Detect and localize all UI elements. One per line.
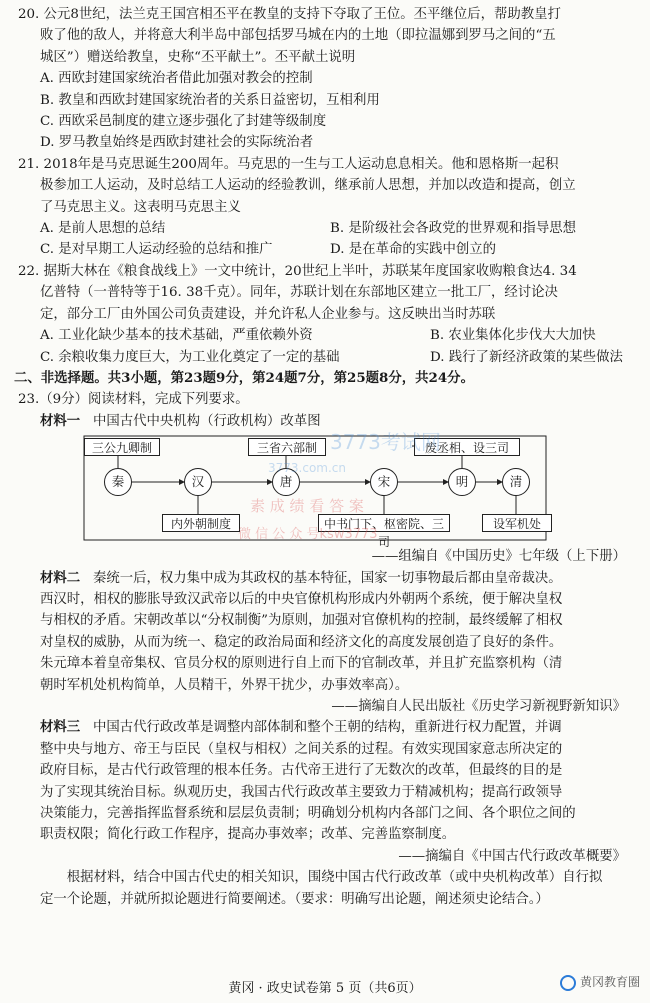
q21-option-b: B. 是阶级社会各政党的世界观和指导思想 [330,221,576,237]
publisher-logo [560,972,640,993]
q21-stem-line: 极参加工人运动，及时总结工人运动的经验教训，继承前人思想，并加以改造和提高，创立 [40,178,576,194]
material-2-line: 对皇权的威胁，从而为统一、稳定的政治局面和经济文化的高度发展创造了良好的条件。 [40,634,563,650]
dynasty-ming: 明 [448,468,476,496]
dynasty-qing: 清 [502,468,530,496]
q22-stem-line: 22. 据斯大林在《粮食战线上》一文中统计，20世纪上半叶，苏联某年度国家收购粮食达4. 34 [18,263,577,279]
q23-head: 23.（9分）阅读材料，完成下列要求。 [18,392,249,408]
q20-stem-line: 败了他的敌人，并将意大利半岛中部包括罗马城在内的土地（即拉温娜到罗马之间的“五 [40,28,556,44]
q20-option-c: C. 西欧采邑制度的建立逐步强化了封建等级制度 [40,114,327,130]
q20-option-a: A. 西欧封建国家统治者借此加强对教会的控制 [40,71,313,87]
box-junjichu: 设军机处 [482,514,552,532]
material-3-line: 整中央与地方、帝王与臣民（皇权与相权）之间关系的过程。有效实现国家意志所决定的 [40,741,563,757]
material-2-line: 朝时军机处机构简单，人员精干，外界干扰少，办事效率高）。 [40,677,409,693]
q21-options-row [18,218,636,239]
material-3-line: 决策能力，完善指挥监督系统和层层负责制；明确划分机构内各部门之间、各个职位之间的 [40,806,576,821]
material-3-line: 职责权限；简化行政工作程序，提高办事效率；改革、完善监察制度。 [40,827,456,843]
material-3-line: 政府目标，是古代行政管理的根本任务。古代帝王进行了无数次的改革，但最终的目的是 [40,763,563,779]
box-zhongshu-menxia: 中书门下、枢密院、三司 [318,514,450,532]
material-3-label: 材料三 [40,719,81,736]
question-23 [18,389,636,910]
material-3-line: 为了实现其统治目标。纵观历史，我国古代行政改革主要致力于精减机构；提高行政领导 [40,784,563,800]
question-21 [18,154,636,261]
material-3-first-line [18,717,636,738]
q22-option-c: C. 余粮收集力度巨大，为工业化奠定了一定的基础 [40,349,340,365]
material-2-label: 材料二 [40,569,81,586]
material-1-heading [18,411,636,432]
watermark-line-1: 素 成 绩 看 答 案 [250,497,364,516]
logo-text: 黄冈教育圈 [579,975,640,989]
material-2-line: 西汉时，相权的膨胀导致汉武帝以后的中央官僚机构形成内外朝两个系统，便于解决皇权 [40,591,563,607]
q20-stem-line: 20. 公元8世纪，法兰克王国宫相丕平在教皇的支持下夺取了王位。丕平继位后，帮助教皇打 [18,7,561,22]
q21-stem-line: 21. 2018年是马克思诞生200周年。马克思的一生与工人运动息息相关。他和恩格斯一起积 [18,156,559,172]
q21-option-a: A. 是前人思想的总结 [40,221,166,237]
dynasty-han: 汉 [184,468,212,496]
q22-stem-line: 定，部分工厂由外国公司负责建设，并允许私人企业参与。这反映出当时苏联 [40,306,496,322]
q22-option-b: B. 农业集体化步伐大大加快 [430,328,596,344]
material-1-source: ——组编自《中国历史》七年级（上下册） [371,549,626,565]
q22-options-row [18,325,636,346]
dynasty-tang: 唐 [272,468,300,496]
reform-diagram [72,430,558,550]
dynasty-song: 宋 [370,468,398,496]
question-22 [18,261,636,368]
box-fei-chengxiang: 废丞相、设三司 [414,438,520,456]
material-2-source: ——摘编自人民出版社《历史学习新视野新知识》 [331,698,626,714]
q20-stem-line: 城区”）赠送给教皇，史称“丕平献土”。丕平献土说明 [40,49,356,65]
box-sangong-jiuqing: 三公九卿制 [84,438,160,456]
material-2-line: 朱元璋本着皇帝集权、官员分权的原则进行自上而下的官制改革，并且扩充监察机构（清 [40,656,563,672]
q21-options-row [18,239,636,260]
watermark-site: 3773考试网 [330,430,441,455]
q21-option-d: D. 是在革命的实践中创立的 [330,242,497,258]
material-1-label: 材料一 [40,412,81,429]
material-2-first-line [18,568,636,589]
material-3-source: ——摘编自《中国古代行政改革概要》 [398,848,626,864]
q22-option-d: D. 践行了新经济政策的某些做法 [430,349,623,365]
requirement-line: 根据材料，结合中国古代史的相关知识，围绕中国古代行政改革（或中央机构改革）自行拟 [66,870,603,886]
watermark-line-2: 微 信 公 众 号ksw3773 [238,527,378,543]
dynasty-qin: 秦 [104,468,132,496]
material-3-line: 中国古代行政改革是调整内部体制和整个王朝的结构，重新进行权力配置，并调 [92,720,562,736]
q21-option-c: C. 是对早期工人运动经验的总结和推广 [40,242,273,258]
watermark-url: 3773.com.cn [268,461,346,476]
q22-options-row [18,347,636,368]
q20-option-b: B. 教皇和西欧封建国家统治者的关系日益密切，互相利用 [40,92,380,108]
requirement-line: 定一个论题，并就所拟论题进行简要阐述。（要求：明确写出论题，阐述须史论结合。） [40,891,549,907]
q22-option-a: A. 工业化缺少基本的技术基础，严重依赖外资 [40,328,313,344]
box-neiwai-chao: 内外朝制度 [162,514,240,532]
material-1-title: 中国古代中央机构（行政机构）改革图 [92,413,321,429]
box-sansheng-liubu: 三省六部制 [248,438,326,456]
material-2-line: 与相权的矛盾。宋朝改革以“分权制衡”为原则，加强对官僚机构的控制，最终缓解了相权 [40,613,563,629]
q21-stem-line: 了马克思主义。这表明马克思主义 [40,199,241,215]
material-2-line: 秦统一后，权力集中成为其政权的基本特征，国家一切事物最后都由皇帝裁决。 [92,570,562,586]
page-footer: 黄冈 · 政史试卷第 5 页（共6页） [228,981,422,996]
logo-icon [560,975,576,991]
q20-option-d: D. 罗马教皇始终是西欧封建社会的实际统治者 [40,135,314,151]
question-20 [18,4,636,154]
section-heading: 二、非选择题。共3小题，第23题9分，第24题7分，第25题8分，共24分。 [14,369,474,386]
q22-stem-line: 亿普特（一普特等于16. 38千克）。同年，苏联计划在东部地区建立一批工厂，经讨论决 [40,285,558,301]
